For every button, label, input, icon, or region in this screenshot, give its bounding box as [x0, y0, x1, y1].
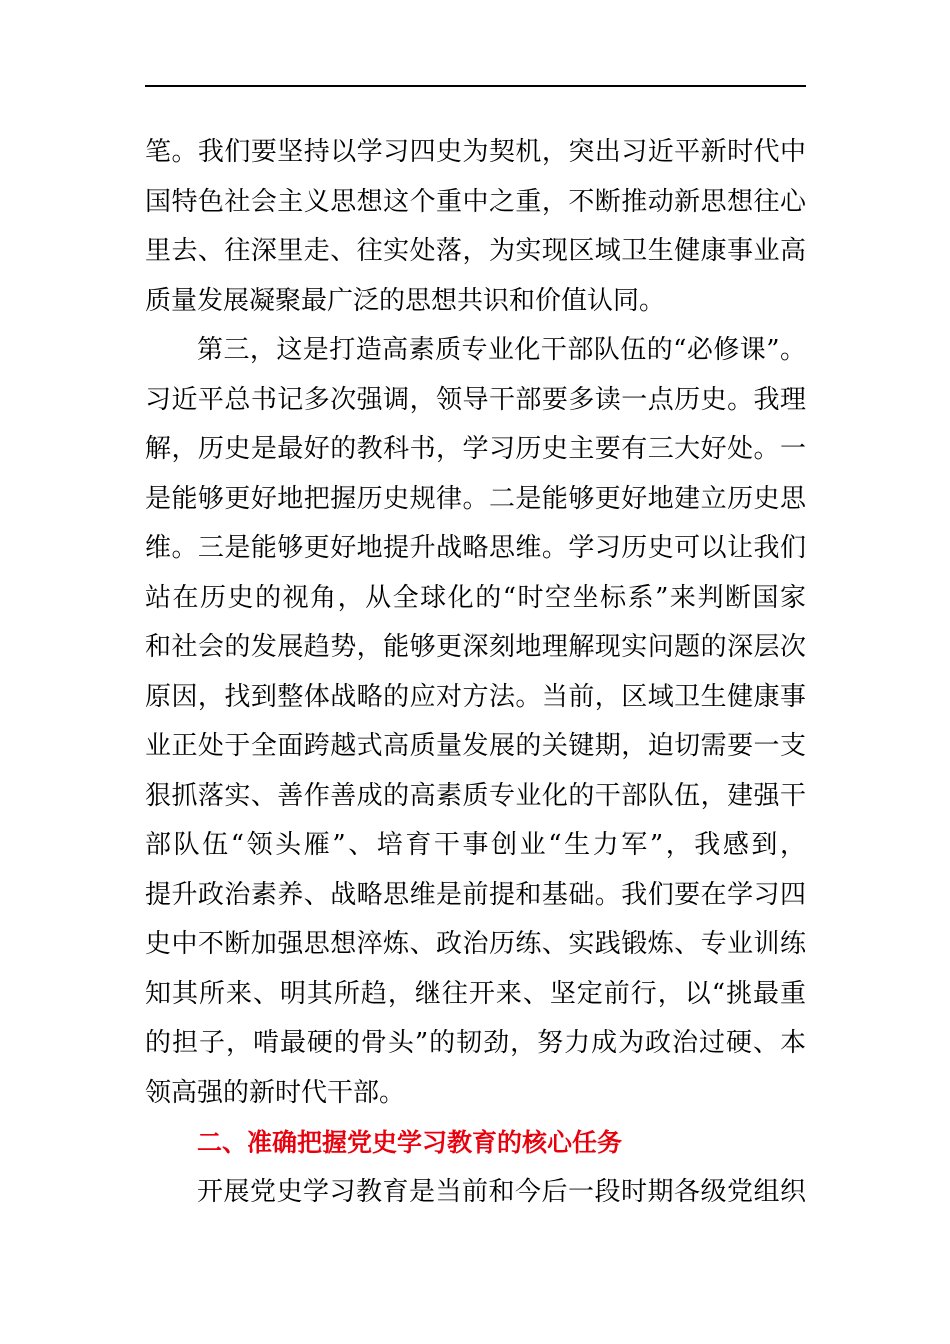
body-text [145, 128, 806, 1217]
text-line: 和社会的发展趋势，能够更深刻地理解现实问题的深层次 [145, 632, 806, 662]
text-line: 站在历史的视角，从全球化的“时空坐标系”来判断国家 [145, 582, 806, 613]
text-line: 史中不断加强思想淬炼、政治历练、实践锻炼、专业训练 [145, 929, 806, 959]
text-line: 领高强的新时代干部。 [145, 1077, 406, 1108]
text-line: 里去、往深里走、往实处落，为实现区域卫生健康事业高 [145, 236, 806, 266]
text-line: 狠抓落实、善作善成的高素质专业化的干部队伍，建强干 [145, 780, 806, 811]
text-line: 原因，找到整体战略的应对方法。当前，区域卫生健康事 [145, 681, 806, 712]
text-line: 是能够更好地把握历史规律。二是能够更好地建立历史思 [145, 483, 806, 514]
text-line: 维。三是能够更好地提升战略思维。学习历史可以让我们 [145, 533, 806, 563]
section-heading: 二、准确把握党史学习教育的核心任务 [197, 1128, 623, 1157]
text-line: 知其所来、明其所趋，继往开来、坚定前行，以“挑最重 [145, 978, 806, 1009]
text-line: 提升政治素养、战略思维是前提和基础。我们要在学习四 [145, 879, 806, 910]
text-line: 习近平总书记多次强调，领导干部要多读一点历史。我理 [145, 384, 806, 415]
text-line: 国特色社会主义思想这个重中之重，不断推动新思想往心 [145, 186, 806, 217]
paragraph-start-line: 第三，这是打造高素质专业化干部队伍的“必修课”。 [197, 335, 806, 365]
text-line: 质量发展凝聚最广泛的思想共识和价值认同。 [145, 285, 666, 316]
text-line: 部队伍“领头雁”、培育干事创业“生力军”，我感到， [145, 830, 806, 860]
text-line: 的担子，啃最硬的骨头”的韧劲，努力成为政治过硬、本 [145, 1028, 806, 1058]
text-line: 笔。我们要坚持以学习四史为契机，突出习近平新时代中 [145, 137, 806, 167]
header-rule [145, 85, 806, 87]
text-line: 业正处于全面跨越式高质量发展的关键期，迫切需要一支 [145, 731, 806, 761]
text-line: 解，历史是最好的教科书，学习历史主要有三大好处。一 [145, 434, 806, 464]
paragraph-start-line: 开展党史学习教育是当前和今后一段时期各级党组织 [197, 1176, 806, 1207]
